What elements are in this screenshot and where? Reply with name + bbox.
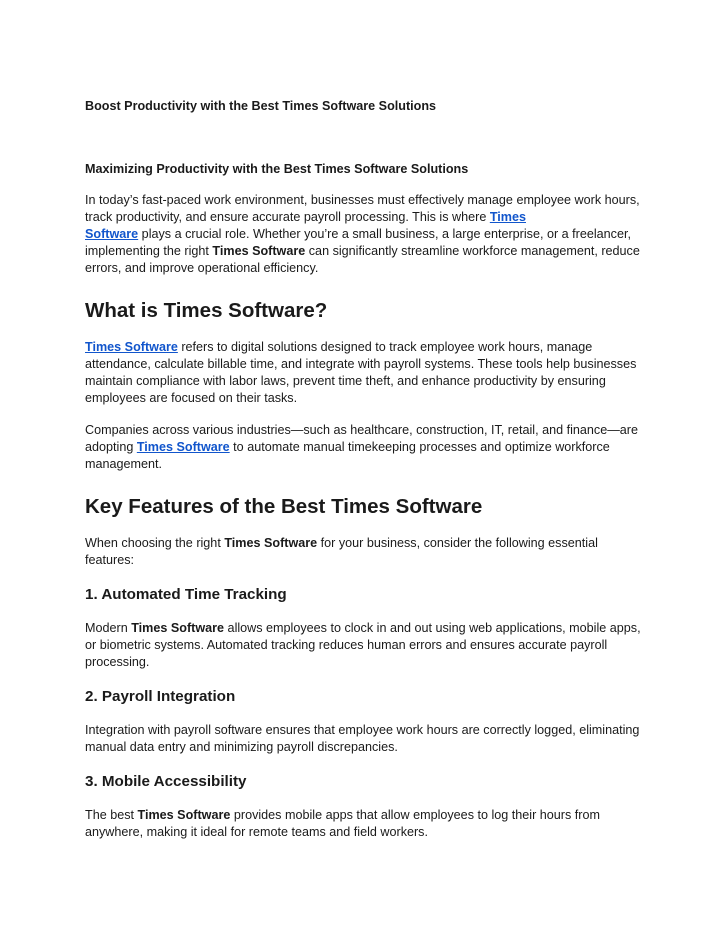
times-software-link[interactable]: Times Software	[136, 440, 230, 454]
document-title: Boost Productivity with the Best Times Software Solutions	[85, 99, 437, 113]
features-intro-text-2: for your business, consider the following essential features:	[85, 536, 598, 567]
features-intro-text-1: When choosing the right	[85, 536, 225, 550]
features-intro-bold-term: Times Software	[224, 536, 318, 550]
feature-3-bold-term: Times Software	[137, 808, 231, 822]
heading-what-is: What is Times Software?	[85, 299, 328, 322]
heading-key-features: Key Features of the Best Times Software	[85, 495, 483, 518]
intro-paragraph	[85, 192, 645, 277]
intro-bold-term: Times Software	[212, 244, 306, 258]
what-p1-text: refers to digital solutions designed to track employee work hours, manage attendance, calculate billable time, and integrate with payroll systems. These tools help businesses maintain compliance with labor laws, prevent time theft, and enhance productivity by ensuring employees are focused on their tasks.	[85, 340, 637, 405]
heading-feature-1: 1. Automated Time Tracking	[85, 586, 287, 603]
what-paragraph-2	[85, 422, 645, 473]
what-paragraph-1	[85, 339, 645, 407]
what-p2-text-2: to automate manual timekeeping processes and optimize workforce management.	[85, 440, 610, 471]
intro-text-2: plays a crucial role. Whether you’re a small business, a large enterprise, or a freelancer, implementing the right	[85, 227, 631, 258]
feature-2-paragraph: Integration with payroll software ensures that employee work hours are correctly logged, eliminating manual data entry and minimizing payroll discrepancies.	[85, 723, 640, 754]
times-software-link[interactable]: Times	[489, 210, 526, 224]
document-subtitle: Maximizing Productivity with the Best Times Software Solutions	[85, 162, 469, 176]
feature-1-bold-term: Times Software	[131, 621, 225, 635]
times-software-link-continued[interactable]: Software	[85, 227, 139, 241]
feature-3-paragraph	[85, 807, 645, 841]
intro-text-3: can significantly streamline workforce management, reduce errors, and improve operational efficiency.	[85, 244, 640, 275]
intro-text-1: In today’s fast-paced work environment, businesses must effectively manage employee work hours, track productivity, and ensure accurate payroll processing. This is where	[85, 193, 640, 224]
times-software-link[interactable]: Times Software	[85, 340, 178, 354]
features-intro-paragraph	[85, 535, 645, 569]
feature-1-text-1: Modern	[85, 621, 132, 635]
heading-feature-2: 2. Payroll Integration	[85, 688, 236, 705]
feature-1-paragraph	[85, 620, 645, 671]
feature-3-text-2: provides mobile apps that allow employees to log their hours from anywhere, making it ideal for remote teams and field workers.	[85, 808, 600, 839]
heading-feature-3: 3. Mobile Accessibility	[85, 773, 247, 790]
what-p2-text-1: Companies across various industries—such as healthcare, construction, IT, retail, and finance—are adopting	[85, 423, 638, 454]
feature-1-text-2: allows employees to clock in and out using web applications, mobile apps, or biometric systems. Automated tracking reduces human errors and ensures accurate payroll processing.	[85, 621, 641, 669]
feature-3-text-1: The best	[85, 808, 138, 822]
